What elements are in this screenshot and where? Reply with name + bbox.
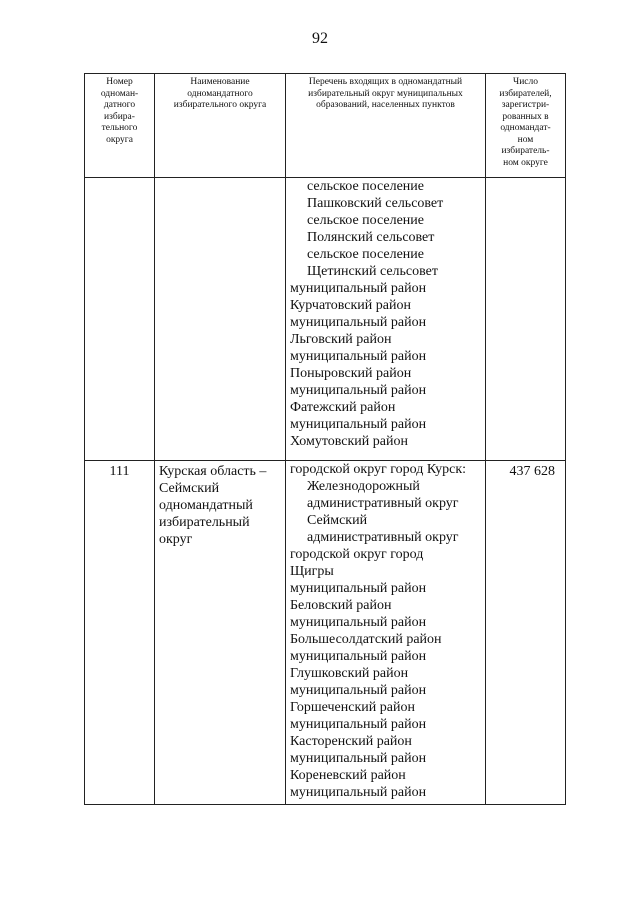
list-item: административный округ (307, 496, 459, 511)
header-line: ном округе (503, 157, 548, 168)
list-item: муниципальный район (290, 717, 427, 732)
district-table (84, 73, 566, 805)
header-line: одномандат- (500, 123, 551, 133)
header-line: ном (517, 134, 534, 145)
list-item: сельское поселение (307, 213, 424, 228)
district-name-cell (155, 461, 286, 805)
table-row (85, 461, 566, 805)
list-item: сельское поселение (307, 179, 424, 194)
list-item: муниципальный район (290, 785, 427, 800)
district-name-line: одномандатный (159, 498, 253, 513)
list-item: муниципальный район (290, 349, 427, 364)
list-item: Железнодорожный (307, 479, 420, 494)
list-item: Большесолдатский район (290, 632, 442, 647)
district-name-line: Курская область – (159, 464, 267, 479)
table-row (85, 178, 566, 461)
list-item: городской округ город Курск: (290, 462, 467, 477)
list-item: Щетинский сельсовет (307, 264, 438, 279)
header-line: избира- (104, 111, 135, 122)
header-line: избирателей, (499, 88, 552, 99)
list-item: Полянский сельсовет (307, 230, 435, 245)
header-line: одномандатного (187, 88, 253, 99)
header-line: Номер (106, 77, 133, 87)
header-line: Число (513, 77, 538, 87)
list-item: муниципальный район (290, 751, 427, 766)
municipalities-cell (286, 178, 486, 461)
header-voter-count (486, 74, 566, 178)
header-line: образований, населенных пунктов (316, 100, 455, 110)
list-item: Касторенский район (290, 734, 412, 749)
header-line: одноман- (100, 88, 139, 99)
list-item: сельское поселение (307, 247, 424, 262)
list-item: Курчатовский район (290, 298, 411, 313)
list-item: Горшеченский район (290, 700, 415, 715)
header-line: датного (103, 100, 136, 110)
list-item: Беловский район (290, 598, 392, 613)
district-number: 111 (109, 464, 130, 479)
table-header-row (85, 74, 566, 178)
list-item: Щигры (290, 564, 334, 579)
list-item: муниципальный район (290, 417, 427, 432)
list-item: Кореневский район (290, 768, 406, 783)
list-item: муниципальный район (290, 615, 427, 630)
district-name-cell (155, 178, 286, 461)
list-item: Хомутовский район (290, 434, 408, 449)
district-name-line: Сеймский (159, 481, 220, 496)
list-item: Фатежский район (290, 400, 396, 415)
header-line: Наименование (190, 77, 250, 87)
header-line: избирательный округ муниципальных (308, 88, 463, 99)
list-item: муниципальный район (290, 649, 427, 664)
list-item: Глушковский район (290, 666, 409, 681)
list-item: городской округ город (290, 547, 424, 562)
list-item: Пашковский сельсовет (307, 196, 444, 211)
header-line: Перечень входящих в одномандатный (308, 77, 463, 87)
header-line: зарегистри- (501, 100, 550, 110)
list-item: муниципальный район (290, 315, 427, 330)
list-item: муниципальный район (290, 281, 427, 296)
list-item: муниципальный район (290, 581, 427, 596)
voter-count-cell (486, 178, 566, 461)
header-line: округа (106, 134, 133, 145)
list-item: административный округ (307, 530, 459, 545)
page-number: 92 (312, 30, 328, 47)
list-item: Поныровский район (290, 366, 412, 381)
list-item: муниципальный район (290, 383, 427, 398)
voter-count-cell (486, 461, 566, 805)
list-item: муниципальный район (290, 683, 427, 698)
header-line: избирательного округа (173, 100, 267, 110)
list-item: Сеймский (307, 513, 368, 528)
header-municipalities-list (286, 74, 486, 178)
district-name-line: избирательный (159, 515, 250, 530)
district-name-line: округ (159, 532, 193, 547)
header-district-number (85, 74, 155, 178)
header-district-name (155, 74, 286, 178)
header-line: рованных в (502, 111, 549, 122)
district-number-cell (85, 178, 155, 461)
district-number-cell (85, 461, 155, 805)
header-line: тельного (101, 123, 138, 133)
voter-count: 437 628 (509, 464, 555, 479)
municipalities-cell (286, 461, 486, 805)
list-item: Льговский район (290, 332, 392, 347)
header-line: избиратель- (501, 146, 550, 156)
